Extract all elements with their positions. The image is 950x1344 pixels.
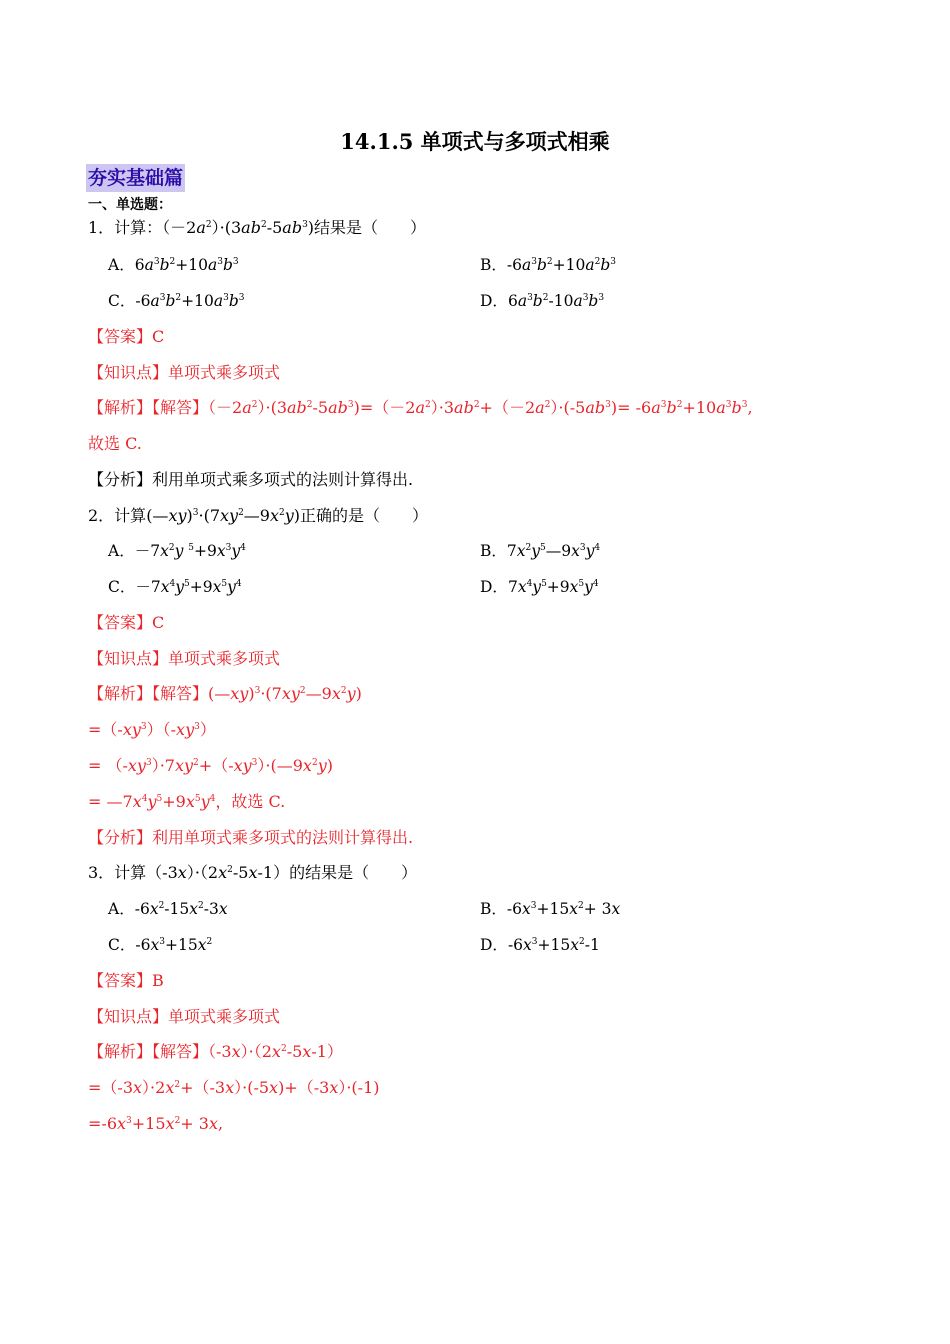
q1-stem: 1．计算：$(-2a^2)\cdot(3ab^2-5ab^3)$结果是（ ） (88, 218, 427, 237)
q1-option-a[interactable]: A．$6a^3b^2+10a^3b^3$ (108, 256, 239, 274)
q1-fenxi: 【分析】利用单项式乘多项式的法则计算得出. (88, 470, 414, 489)
q1-knowledge: 【知识点】单项式乘多项式 (88, 363, 281, 382)
q1-option-b[interactable]: B．$-6a^3b^2+10a^2b^3$ (480, 256, 617, 274)
q3-option-a[interactable]: A．$-6x^2-15x^2-3x$ (108, 900, 228, 918)
q2-option-b[interactable]: B．$7x^2y^5—9x^3y^4$ (480, 542, 601, 560)
q2-option-d[interactable]: D．$7x^4y^5+9x^5y^4$ (480, 578, 599, 596)
q3-option-b[interactable]: B．$-6x^3+15x^2+ 3x$ (480, 900, 621, 918)
q2-stem: 2．计算$(—xy)^3\cdot(7xy^2—9x^2y)$正确的是（ ） (88, 506, 429, 525)
q2-step-3: = $—7x^4y^5+9x^5y^4$，故选 C. (88, 792, 286, 811)
q3-analysis: 【解析】【解答】$(-3x)\cdot(2x^2-5x-1)$ (88, 1042, 343, 1061)
q1-answer: 【答案】C (88, 327, 165, 346)
q2-analysis: 【解析】【解答】$(—xy)^3\cdot(7xy^2—9x^2y)$ (88, 684, 362, 703)
q3-step-2: $=-6x^3+15x^2+ 3x$, (88, 1114, 224, 1133)
q1-option-c[interactable]: C．$-6a^3b^2+10a^3b^3$ (108, 292, 245, 310)
q2-step-1: $=(-xy^3)(-xy^3)$ (88, 720, 216, 739)
q2-option-a[interactable]: A．$-7x^2y$ $^5+9x^3y^4$ (108, 542, 246, 560)
section-heading: 夯实基础篇 (86, 164, 185, 192)
q3-option-d[interactable]: D．$-6x^3+15x^2-1$ (480, 936, 600, 954)
q2-fenxi: 【分析】利用单项式乘多项式的法则计算得出. (88, 828, 414, 847)
q3-stem: 3．计算$(-3x)\cdot(2x^2-5x-1)$的结果是（ ） (88, 863, 418, 882)
q1-conclusion: 故选 C. (88, 434, 142, 453)
page-title: 14.1.5 单项式与多项式相乘 (340, 129, 610, 154)
q3-answer: 【答案】B (88, 971, 164, 990)
subsection-heading: 一、单选题： (88, 197, 172, 213)
q3-option-c[interactable]: C．$-6x^3+15x^2$ (108, 936, 213, 954)
q2-step-2: = $(-xy^3)\cdot 7xy^2+(-xy^3)\cdot(—9x^2y)$ (88, 756, 333, 775)
q2-option-c[interactable]: C．$-7x^4y^5+9x^5y^4$ (108, 578, 242, 596)
q3-step-1: $=(-3x)\cdot 2x^2+(-3x)\cdot(-5x)+(-3x)\cdot(-1)$ (88, 1078, 380, 1097)
q1-analysis: 【解析】【解答】$(-2a^2)\cdot(3ab^2-5ab^3)=(-2a^2)\cdot 3ab^2+(-2a^2)\cdot(-5ab^3)= -6a^3b^2+10a^3b^3$, (88, 398, 753, 417)
q2-knowledge: 【知识点】单项式乘多项式 (88, 649, 281, 668)
q3-knowledge: 【知识点】单项式乘多项式 (88, 1007, 281, 1026)
q1-option-d[interactable]: D．$6a^3b^2-10a^3b^3$ (480, 292, 605, 310)
q2-answer: 【答案】C (88, 613, 165, 632)
